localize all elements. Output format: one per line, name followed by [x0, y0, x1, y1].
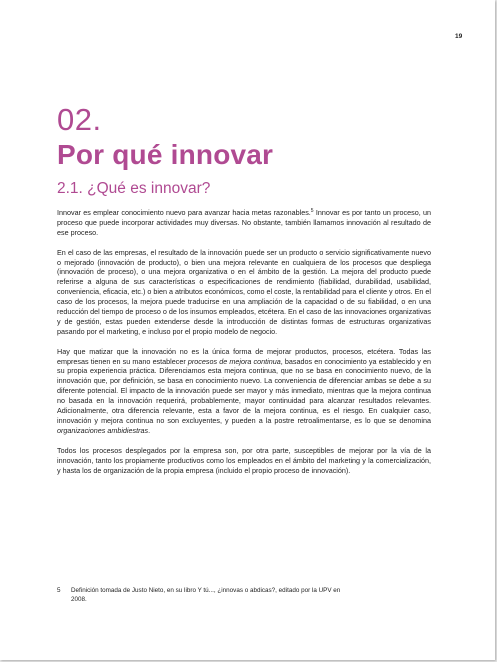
term-mejora-continua: procesos de mejora continua — [187, 356, 281, 366]
footnote-text: Definición tomada de Justo Nieto, en su libro Y tú..., ¿innovas o abdicas?, editado por la UPV en 2008. — [71, 587, 341, 603]
paragraph-3-text-c: . — [148, 425, 151, 435]
chapter-title: Por qué innovar — [57, 139, 274, 170]
term-organizaciones-ambidiestras: organizaciones ambidiestras — [57, 425, 149, 435]
paragraph-1 — [57, 208, 431, 238]
section-title: 2.1. ¿Qué es innovar? — [57, 180, 211, 197]
footnote-reference: 5 — [310, 208, 314, 214]
paragraph-2: En el caso de las empresas, el resultado de la innovación puede ser un producto o servicio significativamente nuevo o mejorado (innovación de producto), o bien una mejora relevante en cualquiera de los procesos que despliega (innovación de proceso), o una mejora organizativa o en el ámbito de la gestión. La mejora del producto puede referirse a alguna de sus características o especificaciones de rendimiento (fiabilidad, durabilidad, usabilidad, conveniencia, eficacia, etc.) o bien a atributos económicos, como el coste, la rentabilidad para el cliente y otros. En el caso de los procesos, la mejora puede traducirse en una ampliación de la capacidad o de su fiabilidad, o en una reducción del tiempo de proceso o de los insumos empleados, etcétera. En el caso de las innovaciones organizativas y de gestión, estas pueden extenderse desde la introducción de distintas formas de estructuras organizativas pasando por el marketing, e incluso por el propio modelo de negocio. — [57, 247, 431, 336]
paragraph-1-text-b: Innovar es por tanto un proceso, un proceso que puede incorporar actividades muy diversas. No obstante, también llamamos innovación al resultado de ese proceso. — [57, 208, 431, 237]
paragraph-3-text-b: , basados en conocimiento ya establecido y en su propia experiencia práctica. Diferenciamos esta mejora continua, que no se basa en conocimiento nuevo, de la innovación que, por definición, se basa en conocimiento nuevo. La conveniencia de diferenciar ambas se debe a su diferente potencial. El impacto de la innovación puede ser mayor y más inmediato, mientras que la mejora continua no basada en la innovación requerirá, probablemente, mayor continuidad para alcanzar resultados relevantes. Adicionalmente, otra diferencia relevante, esta a favor de la mejora continua, es el riesgo. En cualquier caso, innovación y mejora continua no son excluyentes, y pueden a la postre retroalimentarse, es lo que se denomina — [57, 356, 431, 425]
footnote — [57, 586, 357, 604]
body-text — [57, 208, 431, 485]
paragraph-3 — [57, 347, 431, 436]
paragraph-3-text-a: Hay que matizar que la innovación no es la única forma de mejorar productos, procesos, etcétera. Todas las empresas tienen en su mano establecer — [57, 346, 431, 366]
paragraph-1-text-a: Innovar es emplear conocimiento nuevo para avanzar hacia metas razonables. — [57, 208, 311, 217]
chapter-number: 02. — [57, 102, 102, 137]
footnote-number: 5 — [57, 587, 61, 594]
paragraph-4: Todos los procesos desplegados por la empresa son, por otra parte, susceptibles de mejorar por la vía de la innovación, tanto los propiamente productivos como los empleados en el ámbito del marketing y la comercialización, y hasta los de organización de la propia empresa (incluido el propio proceso de innovación). — [57, 445, 431, 475]
page-number: 19 — [455, 33, 463, 40]
